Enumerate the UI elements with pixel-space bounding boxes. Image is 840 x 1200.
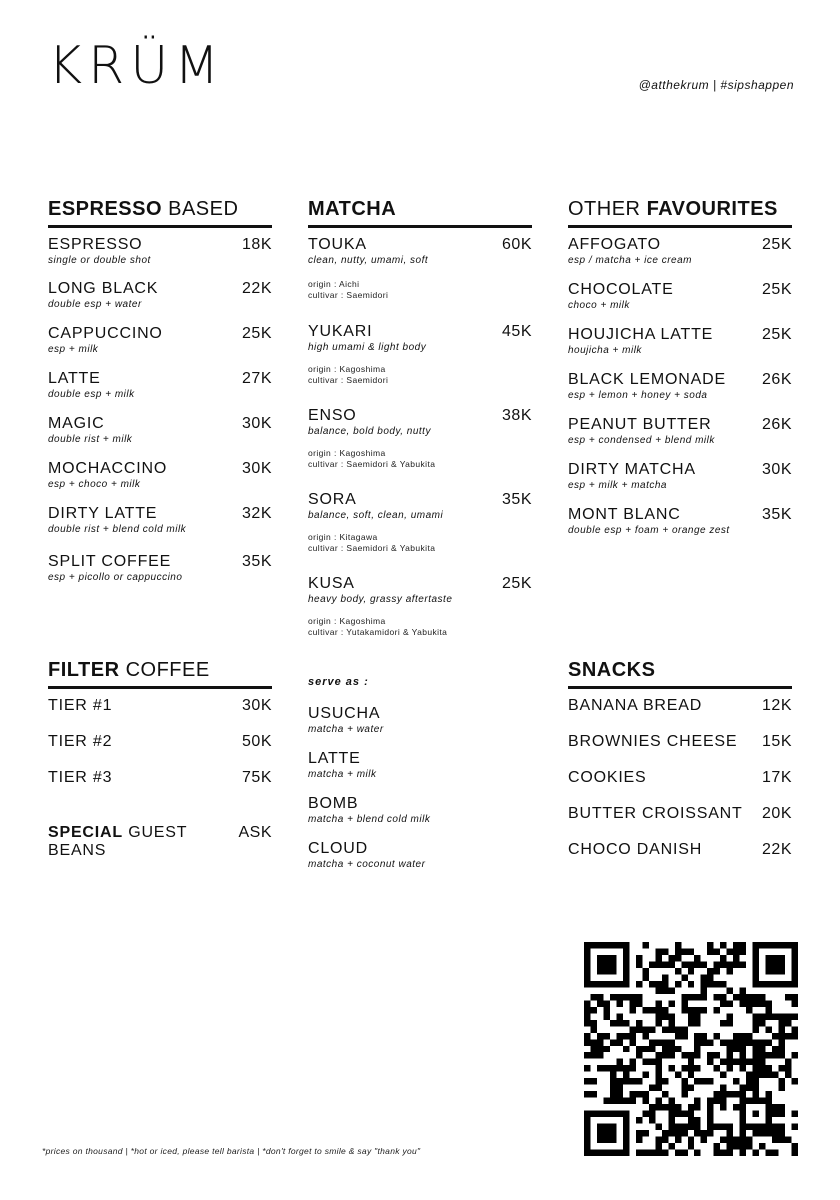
menu-item: MAGIC 30K double rist + milk: [48, 415, 272, 445]
social-handle: @atthekrum | #sipshappen: [638, 78, 794, 92]
menu-item: LONG BLACK 22K double esp + water: [48, 280, 272, 310]
serve-as-label: serve as :: [308, 676, 369, 688]
qr-code-icon[interactable]: [584, 942, 798, 1156]
menu-item: BLACK LEMONADE 26K esp + lemon + honey + soda: [568, 371, 792, 401]
serve-as-item: LATTE matcha + milk: [308, 750, 377, 780]
snacks-section: [568, 659, 792, 859]
menu-item: ESPRESSO 18K single or double shot: [48, 236, 272, 266]
menu-item: TIER #3 75K: [48, 769, 272, 786]
menu-item: COOKIES 17K: [568, 769, 792, 786]
serve-as-item: CLOUD matcha + coconut water: [308, 840, 426, 870]
footer-note: *prices on thousand | *hot or iced, please tell barista | *don't forget to smile & say "thank you": [42, 1146, 421, 1156]
menu-item: BROWNIES CHEESE 15K: [568, 733, 792, 750]
menu-item: BANANA BREAD 12K: [568, 697, 792, 714]
menu-item: DIRTY MATCHA 30K esp + milk + matcha: [568, 461, 792, 491]
menu-item: CAPPUCCINO 25K esp + milk: [48, 325, 272, 355]
menu-item: BUTTER CROISSANT 20K: [568, 805, 792, 822]
favourites-section: [568, 198, 792, 537]
menu-item: MOCHACCINO 30K esp + choco + milk: [48, 460, 272, 490]
menu-item: CHOCO DANISH 22K: [568, 841, 792, 858]
espresso-title: ESPRESSO BASED: [48, 198, 272, 228]
menu-item: HOUJICHA LATTE 25K houjicha + milk: [568, 326, 792, 356]
snacks-title: SNACKS: [568, 659, 792, 689]
menu-item: PEANUT BUTTER 26K esp + condensed + blend milk: [568, 416, 792, 446]
serve-as-item: USUCHA matcha + water: [308, 705, 384, 735]
menu-item: SPLIT COFFEE 35K esp + picollo or cappuccino: [48, 553, 272, 583]
brand-logo: KRÜM: [48, 36, 226, 96]
menu-item: DIRTY LATTE 32K double rist + blend cold milk: [48, 505, 272, 535]
matcha-title: MATCHA: [308, 198, 532, 228]
menu-item: LATTE 27K double esp + milk: [48, 370, 272, 400]
matcha-item: TOUKA 60K clean, nutty, umami, soft origin : Aichi cultivar : Saemidori: [308, 236, 532, 300]
matcha-item: ENSO 38K balance, bold body, nutty origin : Kagoshima cultivar : Saemidori & Yabukita: [308, 407, 532, 469]
matcha-item: SORA 35K balance, soft, clean, umami origin : Kitagawa cultivar : Saemidori & Yabukita: [308, 491, 532, 553]
matcha-section: [308, 198, 532, 871]
special-guest-beans: SPECIAL GUEST BEANS ASK: [48, 824, 272, 859]
filter-title: FILTER COFFEE: [48, 659, 272, 689]
menu-item: AFFOGATO 25K esp / matcha + ice cream: [568, 236, 792, 266]
filter-section: [48, 659, 272, 860]
espresso-section: [48, 198, 272, 584]
menu-item: CHOCOLATE 25K choco + milk: [568, 281, 792, 311]
menu-item: TIER #2 50K: [48, 733, 272, 750]
menu-item: MONT BLANC 35K double esp + foam + orange zest: [568, 506, 792, 536]
matcha-item: YUKARI 45K high umami & light body origin : Kagoshima cultivar : Saemidori: [308, 323, 532, 385]
favourites-title: OTHER FAVOURITES: [568, 198, 792, 228]
menu-item: TIER #1 30K: [48, 697, 272, 714]
serve-as-item: BOMB matcha + blend cold milk: [308, 795, 431, 825]
matcha-item: KUSA 25K heavy body, grassy aftertaste origin : Kagoshima cultivar : Yutakamidori & Yabukita: [308, 575, 532, 637]
